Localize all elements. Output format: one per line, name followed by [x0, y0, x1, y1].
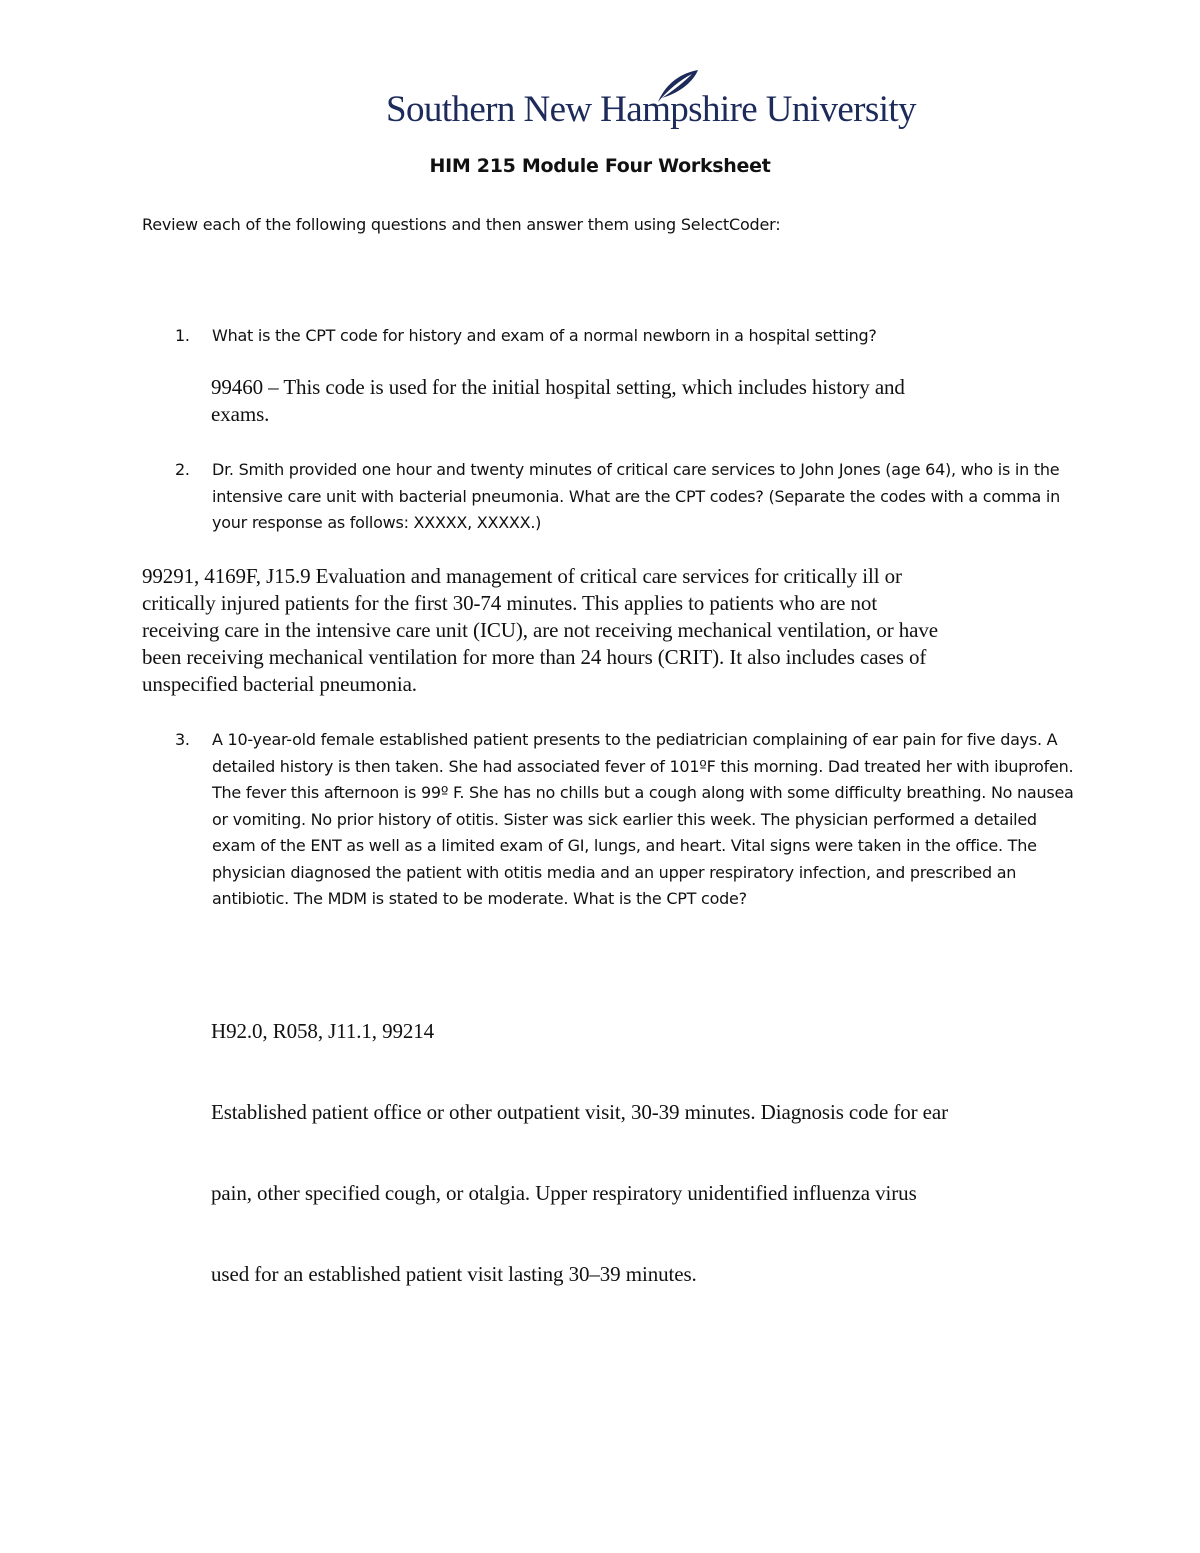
answer-line: been receiving mechanical ventilation for more than 24 hours (CRIT). It also includes cases of	[142, 645, 927, 669]
answer-line: H92.0, R058, J11.1, 99214	[211, 1019, 435, 1043]
question-text: Dr. Smith provided one hour and twenty minutes of critical care services to John Jones (age 64), who is in the intensive care unit with bacterial pneumonia. What are the CPT codes? (Separate the codes with a comma in your response as follows: XXXXX, XXXXX.)	[212, 460, 1061, 532]
instructions-text: Review each of the following questions and then answer them using SelectCoder:	[142, 215, 781, 234]
university-logo	[386, 68, 916, 138]
answer-line: pain, other specified cough, or otalgia. Upper respiratory unidentified influenza virus	[211, 1181, 917, 1205]
question-2	[175, 457, 1075, 537]
question-text: A 10-year-old female established patient presents to the pediatrician complaining of ear pain for five days. A detailed history is then taken. She had associated fever of 101ºF this morning. Dad treated her with ibuprofen. The fever this afternoon is 99º F. She has no chills but a cough along with some difficulty breathing. No nausea or vomiting. No prior history of otitis. Sister was sick earlier this week. The physician performed a detailed exam of the ENT as well as a limited exam of GI, lungs, and heart. Vital signs were taken in the office. The physician diagnosed the patient with otitis media and an upper respiratory infection, and prescribed an antibiotic. The MDM is stated to be moderate. What is the CPT code?	[212, 730, 1074, 908]
answer-line: 99460 – This code is used for the initial hospital setting, which includes history and	[211, 375, 905, 399]
answer-line: Established patient office or other outpatient visit, 30-39 minutes. Diagnosis code for ear	[211, 1100, 948, 1124]
answer-line: 99291, 4169F, J15.9 Evaluation and management of critical care services for critically ill or	[142, 564, 902, 588]
answer-line: used for an established patient visit lasting 30–39 minutes.	[211, 1262, 697, 1286]
answer-line: critically injured patients for the first 30-74 minutes. This applies to patients who are not	[142, 591, 878, 615]
question-text: What is the CPT code for history and exam of a normal newborn in a hospital setting?	[212, 326, 877, 345]
worksheet-title: HIM 215 Module Four Worksheet	[429, 155, 771, 177]
question-number: 1.	[175, 326, 190, 345]
answer-2	[142, 563, 938, 698]
answer-3	[211, 964, 948, 1315]
answer-line: unspecified bacterial pneumonia.	[142, 672, 417, 696]
question-1	[175, 323, 1075, 350]
question-number: 2.	[175, 460, 190, 479]
answer-line: receiving care in the intensive care unit (ICU), are not receiving mechanical ventilation, or have	[142, 618, 939, 642]
question-number: 3.	[175, 730, 190, 749]
university-logo-text: Southern New Hampshire University	[386, 89, 916, 130]
answer-1	[211, 374, 905, 428]
answer-line: exams.	[211, 402, 270, 426]
question-3	[175, 727, 1075, 913]
